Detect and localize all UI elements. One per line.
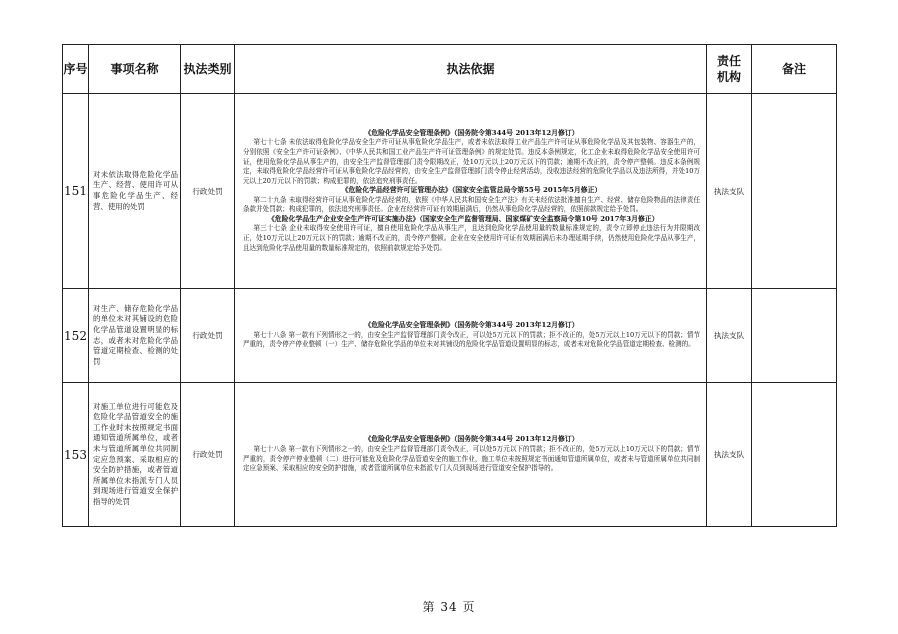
table-row xyxy=(63,383,837,527)
header-remark: 备注 xyxy=(752,45,837,94)
law-title: 《危险化学品安全管理条例》（国务院令第344号 2013年12月修订） xyxy=(364,435,579,444)
article-text: 第七十七条 未依法取得危险化学品安全生产许可证从事危险化学品生产，或者未依法取得工业产品生产许可证从事危险化学品及其包装物、容器生产的，分别依照《安全生产许可证条例》、《中华人民共和国工业产品生产许可证管理条例》的规定处罚。违反本条例规定，化工企业未取得危险化学品安全使用许可证，使用危险化学品从事生产的，由安全生产监督管理部门责令限期改正，处10万元以上20万元以下的罚款；逾期不改正的，责令停产整顿。违反本条例规定，未取得危险化学品经营许可证从事危险化学品经营的，由安全生产监督管理部门责令停止经营活动，没收违法经营的危险化学品以及违法所得，并处10万元以上20万元以下的罚款；构成犯罪的，依法追究刑事责任。 xyxy=(243,138,700,185)
responsible-dept: 执法支队 xyxy=(707,289,752,383)
article-text: 第七十八条 第一款有下列情形之一的，由安全生产监督管理部门责令改正，可以处5万元以下的罚款；拒不改正的，处5万元以上10万元以下的罚款；情节严重的，责令停产停业整顿（一）生产、储存危险化学品的单位未对其铺设的危险化学品管道设置明显的标志，或者未对危险化学品管道定期检查、检测的。 xyxy=(243,330,700,349)
item-name: 对生产、储存危险化学品的单位未对其铺设的危险化学品管道设置明显的标志，或者未对危险化学品管道定期检查、检测的处罚 xyxy=(89,289,181,383)
item-name: 对施工单位进行可能危及危险化学品管道安全的施工作业时未按照规定书面通知管道所属单位，或者未与管道所属单位共同制定应急预案、采取相应的安全防护措施，或者管道所属单位未指派专门人员到现场进行管道安全保护指导的处罚 xyxy=(89,383,181,527)
law-title: 《危险化学品安全管理条例》（国务院令第344号 2013年12月修订） xyxy=(364,321,579,330)
article-text: 第三十七条 企业未取得安全使用许可证，擅自使用危险化学品从事生产，且达到危险化学品使用量的数量标准规定的，责令立即停止违法行为并限期改正，处10万元以上20万元以下的罚款；逾期不改正的，责令停产整顿。企业在安全使用许可证有效期届满后未办理延期手续，仍然使用危险化学品从事生产，且达到危险化学品使用量的数量标准规定的，依照前款规定给予处罚。 xyxy=(243,224,700,252)
legal-basis xyxy=(235,94,707,289)
header-name: 事项名称 xyxy=(89,45,181,94)
table-row xyxy=(63,94,837,289)
header-no: 序号 xyxy=(63,45,89,94)
remark-cell xyxy=(752,94,837,289)
header-type: 执法类别 xyxy=(181,45,235,94)
row-number: 152 xyxy=(63,289,89,383)
enforcement-items-table xyxy=(62,44,837,527)
table-header-row xyxy=(63,45,837,94)
item-name: 对未依法取得危险化学品生产、经营、使用许可从事危险化学品生产、经营、使用的处罚 xyxy=(89,94,181,289)
header-dept: 责任 机构 xyxy=(707,45,752,94)
remark-cell xyxy=(752,383,837,527)
row-number: 153 xyxy=(63,383,89,527)
legal-basis xyxy=(235,289,707,383)
enforcement-type: 行政处罚 xyxy=(181,289,235,383)
responsible-dept: 执法支队 xyxy=(707,383,752,527)
table-row xyxy=(63,289,837,383)
page-number: 第 34 页 xyxy=(422,600,476,614)
article-text: 第二十九条 未取得经营许可证从事危险化学品经营的，依照《中华人民共和国安全生产法》有关未经依法批准擅自生产、经营、储存危险物品的法律责任条款并处罚款；构成犯罪的，依法追究刑事责任。企业在经营许可证有效期届满后，仍然从事危险化学品经营的，依照前款规定给予处罚。 xyxy=(243,195,700,214)
legal-basis xyxy=(235,383,707,527)
law-title: 《危险化学品生产企业安全生产许可证实施办法》（国家安全生产监督管理局、国家煤矿安全监察局令第10号 2017年3月修正） xyxy=(267,214,659,223)
law-title: 《危险化学品安全管理条例》（国务院令第344号 2013年12月修订） xyxy=(364,128,579,137)
article-text: 第七十八条 第一款有下列情形之一的，由安全生产监督管理部门责令改正，可以处5万元以下的罚款；拒不改正的，处5万元以上10万元以下的罚款；情节严重的，责令停产停业整顿（二）进行可能危及危险化学品管道安全的施工作业，施工单位未按照规定书面通知管道所属单位，或者未与管道所属单位共同制定应急预案、采取相应的安全防护措施，或者管道所属单位未指派专门人员到现场进行管道安全保护指导的。 xyxy=(243,444,700,473)
header-basis: 执法依据 xyxy=(235,45,707,94)
enforcement-type: 行政处罚 xyxy=(181,383,235,527)
remark-cell xyxy=(752,289,837,383)
law-title: 《危险化学品经营许可证管理办法》（国家安全监管总局令第55号 2015年5月修正） xyxy=(341,186,602,195)
responsible-dept: 执法支队 xyxy=(707,94,752,289)
row-number: 151 xyxy=(63,94,89,289)
enforcement-type: 行政处罚 xyxy=(181,94,235,289)
